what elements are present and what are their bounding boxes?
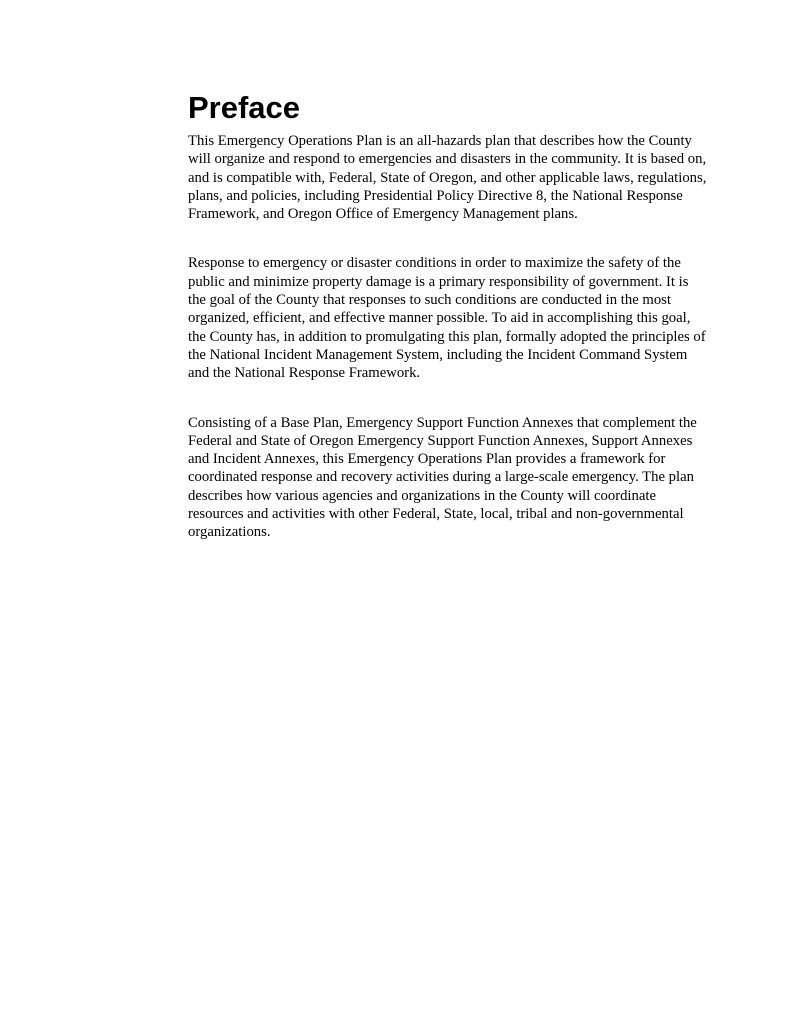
paragraph-responsibility: Response to emergency or disaster conditions in order to maximize the safety of the public and minimize property damage is a primary responsibility of government. It is the goal of the County that responses to such conditions are conducted in the most organized, efficient, and effective manner possible. To aid in accomplishing this goal, the County has, in addition to promulgating this plan, formally adopted the principles of the National Incident Management System, including the Incident Command System and the National Response Framework. [188, 255, 706, 382]
page-title: Preface [188, 90, 301, 125]
paragraph-structure: Consisting of a Base Plan, Emergency Support Function Annexes that complement the Federal and State of Oregon Emergency Support Function Annexes, Support Annexes and Incident Annexes, this Emergency Operations Plan provides a framework for coordinated response and recovery activities during a large-scale emergency. The plan describes how various agencies and organizations in the County will coordinate resources and activities with other Federal, State, local, tribal and non-governmental organizations. [188, 414, 697, 541]
paragraph-intro: This Emergency Operations Plan is an all-hazards plan that describes how the County will organize and respond to emergencies and disasters in the community. It is based on, and is compatible with, Federal, State of Oregon, and other applicable laws, regulations, plans, and policies, including Presidential Policy Directive 8, the National Response Framework, and Oregon Office of Emergency Management plans. [188, 133, 707, 223]
document-body [188, 90, 708, 542]
